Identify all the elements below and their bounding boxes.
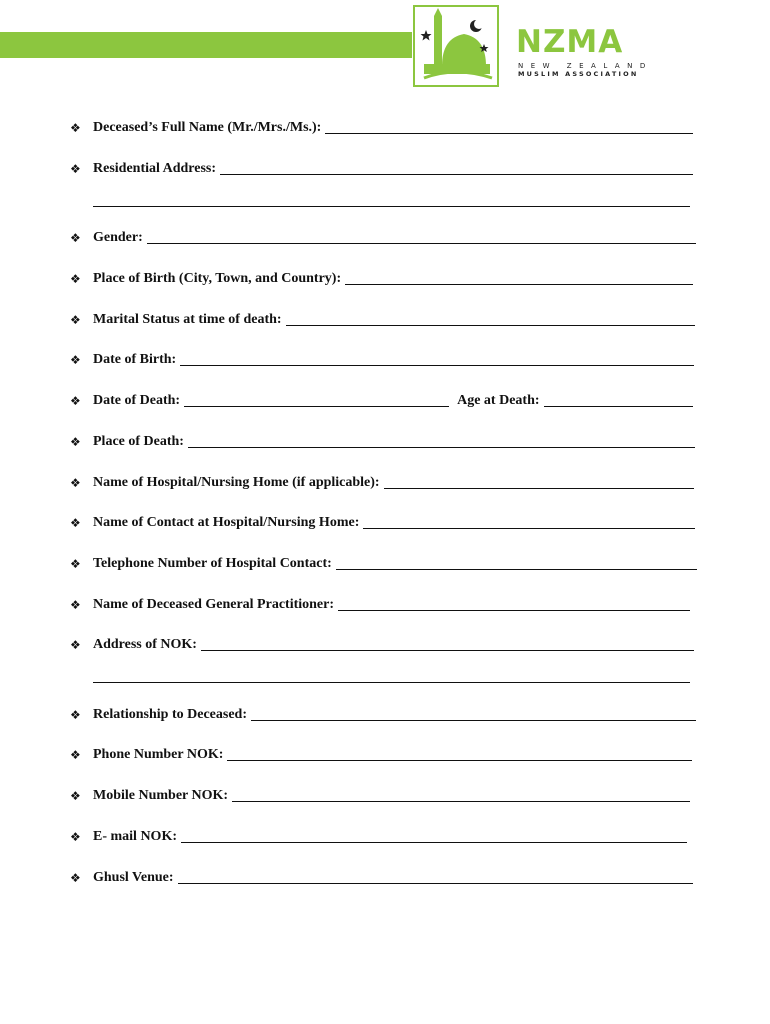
row-place-of-death [70, 430, 695, 450]
label-place-of-death: Place of Death: [93, 434, 184, 449]
diamond-bullet-icon: ❖ [70, 162, 81, 176]
place-of-birth-field[interactable] [345, 270, 693, 285]
residential-address-field-line2[interactable] [93, 206, 690, 207]
place-of-death-field[interactable] [188, 433, 695, 448]
row-hospital-phone [70, 552, 697, 572]
nok-email-field[interactable] [181, 828, 687, 843]
diamond-bullet-icon: ❖ [70, 557, 81, 571]
nzma-logo [412, 4, 652, 88]
ghusl-venue-field[interactable] [178, 869, 693, 884]
date-of-death-field[interactable] [184, 392, 449, 407]
diamond-bullet-icon: ❖ [70, 789, 81, 803]
diamond-bullet-icon: ❖ [70, 748, 81, 762]
label-nok-email: E- mail NOK: [93, 829, 177, 844]
logo-subtitle-country: NEW ZEALAND [518, 62, 653, 70]
row-gender [70, 226, 696, 246]
label-date-of-birth: Date of Birth: [93, 352, 177, 367]
residential-address-field[interactable] [220, 160, 693, 175]
hospital-contact-field[interactable] [363, 514, 695, 529]
nok-address-field-line2[interactable] [93, 682, 690, 683]
row-gp-name [70, 593, 690, 613]
label-marital-status: Marital Status at time of death: [93, 312, 282, 327]
diamond-bullet-icon: ❖ [70, 313, 81, 327]
row-full-name [70, 116, 693, 136]
row-marital-status [70, 308, 695, 328]
label-place-of-birth: Place of Birth (City, Town, and Country): [93, 271, 342, 286]
nok-phone-field[interactable] [227, 746, 692, 761]
diamond-bullet-icon: ❖ [70, 272, 81, 286]
relationship-field[interactable] [251, 706, 696, 721]
label-hospital-contact: Name of Contact at Hospital/Nursing Home: [93, 515, 360, 530]
age-at-death-field[interactable] [544, 392, 693, 407]
gender-field[interactable] [147, 229, 696, 244]
row-residential-address [70, 157, 693, 177]
label-nok-address: Address of NOK: [93, 637, 197, 652]
diamond-bullet-icon: ❖ [70, 476, 81, 490]
header-green-bar [0, 32, 412, 58]
row-relationship [70, 703, 696, 723]
mosque-logo-icon [412, 4, 500, 88]
diamond-bullet-icon: ❖ [70, 830, 81, 844]
diamond-bullet-icon: ❖ [70, 353, 81, 367]
diamond-bullet-icon: ❖ [70, 231, 81, 245]
hospital-phone-field[interactable] [336, 555, 697, 570]
label-gp-name: Name of Deceased General Practitioner: [93, 597, 335, 612]
row-ghusl-venue [70, 866, 693, 886]
row-hospital-name [70, 471, 694, 491]
label-residential-address: Residential Address: [93, 161, 217, 176]
row-nok-address [70, 633, 694, 653]
row-nok-phone [70, 743, 692, 763]
diamond-bullet-icon: ❖ [70, 394, 81, 408]
label-nok-mobile: Mobile Number NOK: [93, 788, 229, 803]
diamond-bullet-icon: ❖ [70, 121, 81, 135]
label-age-at-death: Age at Death: [457, 393, 540, 408]
row-nok-mobile [70, 784, 690, 804]
row-nok-email [70, 825, 687, 845]
row-date-of-death [70, 389, 693, 409]
row-hospital-contact [70, 511, 695, 531]
full-name-field[interactable] [325, 119, 693, 134]
label-relationship: Relationship to Deceased: [93, 707, 247, 722]
diamond-bullet-icon: ❖ [70, 708, 81, 722]
label-full-name: Deceased’s Full Name (Mr./Mrs./Ms.): [93, 120, 322, 135]
gp-name-field[interactable] [338, 596, 690, 611]
diamond-bullet-icon: ❖ [70, 435, 81, 449]
date-of-birth-field[interactable] [180, 351, 694, 366]
label-hospital-phone: Telephone Number of Hospital Contact: [93, 556, 332, 571]
hospital-name-field[interactable] [384, 474, 694, 489]
diamond-bullet-icon: ❖ [70, 598, 81, 612]
diamond-bullet-icon: ❖ [70, 638, 81, 652]
logo-wordmark: NZMA [516, 24, 624, 60]
label-ghusl-venue: Ghusl Venue: [93, 870, 174, 885]
label-hospital-name: Name of Hospital/Nursing Home (if applicable): [93, 475, 380, 490]
nok-mobile-field[interactable] [232, 787, 690, 802]
diamond-bullet-icon: ❖ [70, 871, 81, 885]
row-date-of-birth [70, 348, 694, 368]
label-date-of-death: Date of Death: [93, 393, 181, 408]
marital-status-field[interactable] [286, 311, 695, 326]
nok-address-field[interactable] [201, 636, 694, 651]
row-place-of-birth [70, 267, 693, 287]
logo-subtitle-association: MUSLIM ASSOCIATION [518, 70, 639, 78]
label-nok-phone: Phone Number NOK: [93, 747, 224, 762]
label-gender: Gender: [93, 230, 143, 245]
diamond-bullet-icon: ❖ [70, 516, 81, 530]
